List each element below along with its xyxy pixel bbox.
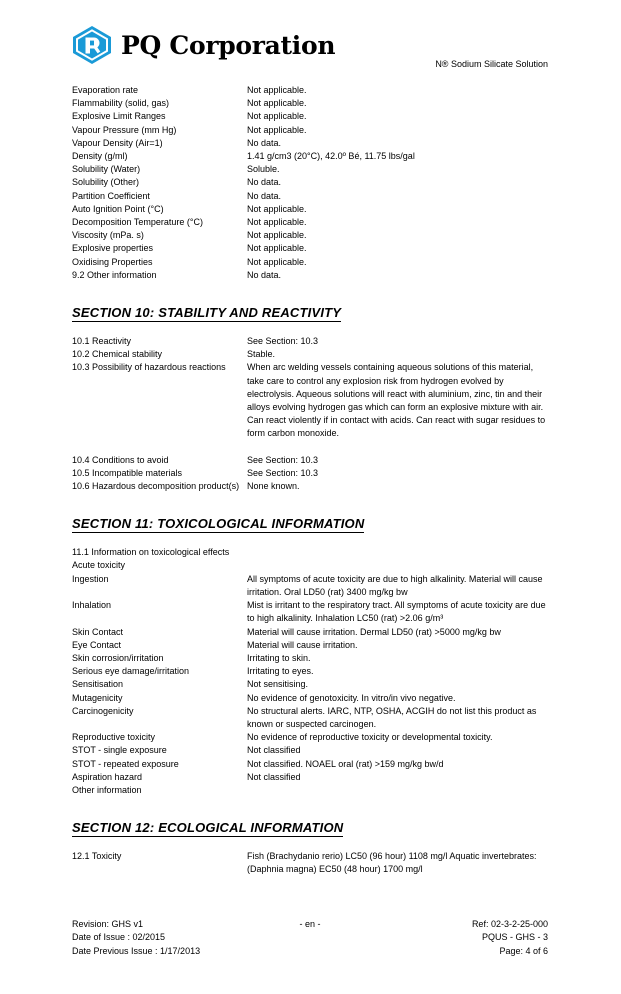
table-row	[72, 758, 549, 771]
table-row	[72, 480, 549, 493]
row-label: Skin corrosion/irritation	[72, 652, 164, 663]
footer-row	[72, 931, 548, 945]
table-row	[72, 599, 549, 625]
page-header	[0, 0, 621, 80]
row-label: 10.5 Incompatible materials	[72, 467, 183, 478]
property-label: Partition Coefficient	[72, 190, 150, 201]
section-10-heading-wrap	[72, 304, 549, 322]
table-row	[72, 744, 549, 757]
table-row	[72, 652, 549, 665]
row-label: Skin Contact	[72, 626, 124, 637]
property-value: Not applicable.	[247, 243, 307, 254]
row-label: Ingestion	[72, 573, 109, 584]
table-row	[72, 692, 549, 705]
company-logo	[72, 25, 335, 65]
property-value: Not applicable.	[247, 256, 307, 267]
table-row	[72, 335, 549, 348]
property-value: No data.	[247, 269, 282, 280]
table-row	[72, 269, 549, 282]
table-row	[72, 110, 549, 123]
table-row	[72, 242, 549, 255]
property-label: Viscosity (mPa. s)	[72, 230, 144, 241]
table-row	[72, 665, 549, 678]
row-label: Other information	[72, 784, 142, 795]
row-value: Irritating to eyes.	[247, 666, 314, 677]
table-row	[72, 348, 549, 361]
table-row	[72, 150, 549, 163]
row-value: No evidence of genotoxicity. In vitro/in vivo negative.	[247, 692, 456, 703]
table-row	[72, 163, 549, 176]
table-row	[72, 771, 549, 784]
row-value: Stable.	[247, 349, 276, 360]
table-row	[72, 137, 549, 150]
property-label: Vapour Density (Air=1)	[72, 137, 163, 148]
section-10-table	[72, 335, 549, 493]
pq-logo-icon	[72, 25, 112, 65]
table-row	[72, 639, 549, 652]
table-row	[72, 216, 549, 229]
footer-date-previous-issue: Date Previous Issue : 1/17/2013	[72, 945, 201, 956]
section-11-title: SECTION 11: TOXICOLOGICAL INFORMATION	[72, 516, 365, 532]
row-value: Not classified	[247, 771, 301, 782]
footer-ref: Ref: 02-3-2-25-000	[471, 918, 548, 929]
row-value: Not classified. NOAEL oral (rat) >159 mg/kg bw/d	[247, 758, 444, 769]
table-row	[72, 190, 549, 203]
property-value: Not applicable.	[247, 230, 307, 241]
section-11-table	[72, 573, 549, 797]
property-label: Auto Ignition Point (°C)	[72, 203, 164, 214]
footer-doc-code: PQUS - GHS - 3	[481, 932, 548, 942]
row-label: STOT - single exposure	[72, 745, 167, 756]
footer-row	[72, 918, 548, 932]
section-11-intro-line: 11.1 Information on toxicological effects	[72, 547, 230, 558]
row-value: See Section: 10.3	[247, 454, 319, 465]
document-content	[72, 84, 549, 877]
property-value: No data.	[247, 177, 282, 188]
property-label: Density (g/ml)	[72, 151, 128, 162]
section-12-heading-wrap	[72, 819, 549, 837]
table-row	[72, 784, 549, 797]
row-value: See Section: 10.3	[247, 336, 319, 347]
section-12-table	[72, 850, 549, 876]
row-label: Aspiration hazard	[72, 771, 143, 782]
row-label: Sensitisation	[72, 679, 124, 690]
table-row	[72, 97, 549, 110]
row-label: Serious eye damage/irritation	[72, 666, 190, 677]
property-label: 9.2 Other information	[72, 269, 157, 280]
table-row	[72, 124, 549, 137]
table-row	[72, 84, 549, 97]
row-value: All symptoms of acute toxicity are due to high alkalinity. Material will cause irritation. Oral LD50 (rat) 3400 mg/kg bw	[247, 573, 543, 597]
table-row	[72, 467, 549, 480]
row-value: Fish (Brachydanio rerio) LC50 (96 hour) 1108 mg/l Aquatic invertebrates: (Daphnia magna) EC50 (48 hour) 1700 mg/l	[247, 851, 537, 875]
footer-page-number: Page: 4 of 6	[499, 945, 548, 956]
row-value: Mist is irritant to the respiratory tract. All symptoms of acute toxicity are due to high alkalinity. Inhalation LC50 (rat) >2.06 g/m³	[247, 600, 546, 624]
row-label: 12.1 Toxicity	[72, 851, 122, 862]
physical-properties-table	[72, 84, 549, 282]
property-label: Decomposition Temperature (°C)	[72, 217, 203, 228]
table-row	[72, 454, 549, 467]
product-title: N® Sodium Silicate Solution	[435, 59, 548, 69]
row-label: Eye Contact	[72, 639, 122, 650]
table-row	[72, 626, 549, 639]
row-value: Material will cause irritation.	[247, 639, 358, 650]
row-label: 10.2 Chemical stability	[72, 349, 163, 360]
property-value: Not applicable.	[247, 111, 307, 122]
property-value: Not applicable.	[247, 98, 307, 109]
section-11-heading-wrap	[72, 515, 549, 533]
row-value: When arc welding vessels containing aqueous solutions of this material, take care to control any explosion risk from hydrogen evolved by electrolysis. Aqueous solutions will react with aluminium, zinc, tin and their alloys evolving hydrogen gas which can form an explosive mixture with air. Can react violently if in contact with acids. Can react with sugar residues to form carbon monoxide.	[247, 362, 546, 439]
table-row	[72, 705, 549, 731]
section-11-intro	[72, 546, 549, 572]
row-label: Mutagenicity	[72, 692, 123, 703]
property-label: Flammability (solid, gas)	[72, 98, 170, 109]
table-row	[72, 203, 549, 216]
section-11-intro-line: Acute toxicity	[72, 560, 126, 571]
row-value: Irritating to skin.	[247, 652, 311, 663]
property-value: Not applicable.	[247, 217, 307, 228]
footer-revision: Revision: GHS v1	[72, 918, 144, 929]
row-value: No evidence of reproductive toxicity or developmental toxicity.	[247, 732, 493, 743]
table-row	[72, 229, 549, 242]
section-12-title: SECTION 12: ECOLOGICAL INFORMATION	[72, 820, 344, 836]
property-value: Not applicable.	[247, 124, 307, 135]
table-row	[72, 256, 549, 269]
property-value: Not applicable.	[247, 85, 307, 95]
property-value: No data.	[247, 137, 282, 148]
property-label: Evaporation rate	[72, 85, 139, 95]
footer-row	[72, 945, 548, 959]
row-label: STOT - repeated exposure	[72, 758, 179, 769]
footer-date-of-issue: Date of Issue : 02/2015	[72, 932, 166, 942]
property-label: Explosive Limit Ranges	[72, 111, 166, 122]
table-row	[72, 176, 549, 189]
table-row	[72, 850, 549, 876]
property-value: 1.41 g/cm3 (20°C), 42.0º Bé, 11.75 lbs/gal	[247, 151, 415, 162]
table-row	[72, 573, 549, 599]
page-footer	[72, 918, 548, 959]
row-value: Material will cause irritation. Dermal LD50 (rat) >5000 mg/kg bw	[247, 626, 501, 637]
row-label: Reproductive toxicity	[72, 732, 156, 743]
row-value: None known.	[247, 481, 300, 492]
row-value: See Section: 10.3	[247, 467, 319, 478]
property-label: Solubility (Other)	[72, 177, 140, 188]
table-row	[72, 731, 549, 744]
property-value: No data.	[247, 190, 282, 201]
section-10-title: SECTION 10: STABILITY AND REACTIVITY	[72, 305, 342, 321]
table-row	[72, 678, 549, 691]
row-label: Carcinogenicity	[72, 705, 134, 716]
property-label: Oxidising Properties	[72, 256, 153, 267]
property-value: Soluble.	[247, 164, 280, 175]
footer-language: - en -	[299, 918, 321, 929]
row-value: No structural alerts. IARC, NTP, OSHA, ACGIH do not list this product as known or suspected carcinogen.	[247, 705, 537, 729]
row-label: Inhalation	[72, 600, 112, 611]
table-row	[72, 361, 549, 440]
row-label: 10.3 Possibility of hazardous reactions	[72, 362, 226, 373]
property-label: Vapour Pressure (mm Hg)	[72, 124, 177, 135]
row-value: Not sensitising.	[247, 679, 309, 690]
property-label: Solubility (Water)	[72, 164, 141, 175]
footer-spacer	[231, 931, 388, 945]
row-label: 10.1 Reactivity	[72, 336, 132, 347]
row-label: 10.4 Conditions to avoid	[72, 454, 169, 465]
property-label: Explosive properties	[72, 243, 154, 254]
row-value: Not classified	[247, 745, 301, 756]
property-value: Not applicable.	[247, 203, 307, 214]
company-name: PQ Corporation	[121, 30, 336, 60]
row-label: 10.6 Hazardous decomposition product(s)	[72, 481, 240, 492]
footer-spacer	[231, 945, 388, 959]
